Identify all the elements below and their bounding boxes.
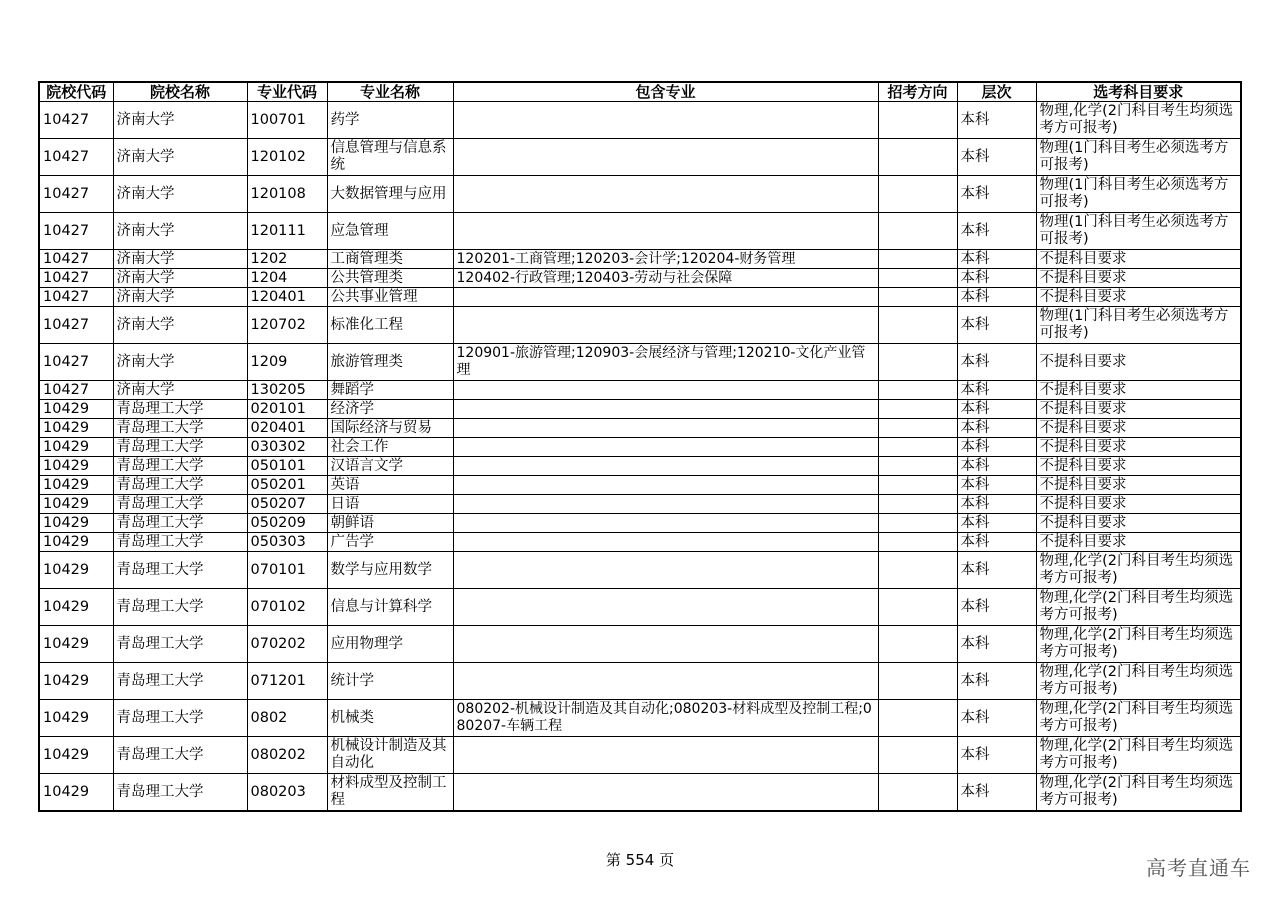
cell-school-name: 青岛理工大学: [113, 626, 247, 663]
cell-level: 本科: [957, 589, 1036, 626]
cell-subject-requirement: 物理,化学(2门科目考生均须选考方可报考): [1036, 737, 1241, 774]
cell-major-code: 100701: [247, 102, 327, 139]
cell-school-code: 10429: [39, 737, 113, 774]
header-school-code: 院校代码: [39, 82, 113, 102]
cell-subject-requirement: 物理,化学(2门科目考生均须选考方可报考): [1036, 589, 1241, 626]
cell-major-code: 070101: [247, 552, 327, 589]
cell-included-majors: [453, 419, 878, 438]
cell-subject-requirement: 物理(1门科目考生必须选考方可报考): [1036, 139, 1241, 176]
cell-major-name: 信息与计算科学: [327, 589, 453, 626]
table-row: [39, 381, 1241, 400]
cell-school-code: 10427: [39, 288, 113, 307]
cell-major-name: 公共事业管理: [327, 288, 453, 307]
cell-major-name: 应用物理学: [327, 626, 453, 663]
cell-major-name: 国际经济与贸易: [327, 419, 453, 438]
header-major-name: 专业名称: [327, 82, 453, 102]
cell-level: 本科: [957, 102, 1036, 139]
cell-included-majors: [453, 589, 878, 626]
cell-school-name: 济南大学: [113, 213, 247, 250]
cell-school-code: 10427: [39, 213, 113, 250]
cell-direction: [878, 438, 957, 457]
cell-major-code: 080202: [247, 737, 327, 774]
cell-direction: [878, 737, 957, 774]
cell-direction: [878, 774, 957, 812]
table-row: [39, 269, 1241, 288]
cell-subject-requirement: 不提科目要求: [1036, 381, 1241, 400]
cell-level: 本科: [957, 457, 1036, 476]
cell-subject-requirement: 不提科目要求: [1036, 400, 1241, 419]
cell-school-code: 10429: [39, 438, 113, 457]
cell-school-name: 济南大学: [113, 250, 247, 269]
cell-direction: [878, 381, 957, 400]
cell-subject-requirement: 物理(1门科目考生必须选考方可报考): [1036, 176, 1241, 213]
cell-level: 本科: [957, 419, 1036, 438]
cell-level: 本科: [957, 250, 1036, 269]
table-row: [39, 700, 1241, 737]
cell-school-code: 10429: [39, 419, 113, 438]
cell-included-majors: [453, 552, 878, 589]
cell-school-code: 10429: [39, 774, 113, 812]
cell-major-name: 社会工作: [327, 438, 453, 457]
cell-school-name: 青岛理工大学: [113, 476, 247, 495]
cell-major-code: 050101: [247, 457, 327, 476]
cell-included-majors: 120901-旅游管理;120903-会展经济与管理;120210-文化产业管理: [453, 344, 878, 381]
cell-major-code: 050201: [247, 476, 327, 495]
cell-direction: [878, 139, 957, 176]
cell-subject-requirement: 不提科目要求: [1036, 250, 1241, 269]
cell-level: 本科: [957, 700, 1036, 737]
cell-subject-requirement: 不提科目要求: [1036, 269, 1241, 288]
header-subject-requirement: 选考科目要求: [1036, 82, 1241, 102]
cell-direction: [878, 269, 957, 288]
cell-school-name: 青岛理工大学: [113, 737, 247, 774]
cell-subject-requirement: 物理,化学(2门科目考生均须选考方可报考): [1036, 626, 1241, 663]
cell-school-name: 青岛理工大学: [113, 663, 247, 700]
cell-direction: [878, 626, 957, 663]
table-row: [39, 552, 1241, 589]
cell-included-majors: [453, 102, 878, 139]
cell-subject-requirement: 不提科目要求: [1036, 495, 1241, 514]
cell-major-code: 071201: [247, 663, 327, 700]
cell-direction: [878, 102, 957, 139]
watermark-text: 高考直通车: [1146, 856, 1251, 880]
cell-school-code: 10427: [39, 176, 113, 213]
cell-direction: [878, 400, 957, 419]
cell-major-name: 朝鲜语: [327, 514, 453, 533]
cell-school-name: 济南大学: [113, 139, 247, 176]
cell-direction: [878, 457, 957, 476]
cell-included-majors: [453, 663, 878, 700]
cell-included-majors: 120201-工商管理;120203-会计学;120204-财务管理: [453, 250, 878, 269]
cell-major-name: 大数据管理与应用: [327, 176, 453, 213]
cell-major-name: 应急管理: [327, 213, 453, 250]
cell-direction: [878, 476, 957, 495]
cell-school-code: 10427: [39, 250, 113, 269]
cell-level: 本科: [957, 269, 1036, 288]
table-row: [39, 737, 1241, 774]
cell-level: 本科: [957, 438, 1036, 457]
cell-school-name: 青岛理工大学: [113, 552, 247, 589]
cell-subject-requirement: 不提科目要求: [1036, 438, 1241, 457]
cell-major-code: 020101: [247, 400, 327, 419]
table-row: [39, 213, 1241, 250]
cell-school-code: 10427: [39, 307, 113, 344]
cell-major-code: 120102: [247, 139, 327, 176]
cell-level: 本科: [957, 381, 1036, 400]
cell-level: 本科: [957, 774, 1036, 812]
cell-major-name: 标准化工程: [327, 307, 453, 344]
table-row: [39, 533, 1241, 552]
cell-school-code: 10429: [39, 552, 113, 589]
cell-major-code: 080203: [247, 774, 327, 812]
cell-subject-requirement: 不提科目要求: [1036, 457, 1241, 476]
cell-major-name: 统计学: [327, 663, 453, 700]
cell-included-majors: [453, 737, 878, 774]
cell-major-name: 经济学: [327, 400, 453, 419]
header-direction: 招考方向: [878, 82, 957, 102]
cell-included-majors: [453, 139, 878, 176]
header-included-majors: 包含专业: [453, 82, 878, 102]
cell-major-code: 120111: [247, 213, 327, 250]
cell-major-name: 公共管理类: [327, 269, 453, 288]
cell-major-code: 050303: [247, 533, 327, 552]
cell-school-code: 10427: [39, 381, 113, 400]
cell-included-majors: [453, 774, 878, 812]
cell-major-code: 050209: [247, 514, 327, 533]
cell-direction: [878, 589, 957, 626]
cell-level: 本科: [957, 626, 1036, 663]
cell-direction: [878, 250, 957, 269]
cell-major-name: 药学: [327, 102, 453, 139]
cell-included-majors: 080202-机械设计制造及其自动化;080203-材料成型及控制工程;080207-车辆工程: [453, 700, 878, 737]
cell-major-code: 120702: [247, 307, 327, 344]
table-row: [39, 663, 1241, 700]
cell-major-name: 机械类: [327, 700, 453, 737]
cell-school-code: 10429: [39, 626, 113, 663]
cell-school-name: 济南大学: [113, 269, 247, 288]
cell-subject-requirement: 物理,化学(2门科目考生均须选考方可报考): [1036, 663, 1241, 700]
table-row: [39, 250, 1241, 269]
cell-direction: [878, 344, 957, 381]
cell-major-code: 120108: [247, 176, 327, 213]
cell-subject-requirement: 物理,化学(2门科目考生均须选考方可报考): [1036, 552, 1241, 589]
table-row: [39, 438, 1241, 457]
cell-included-majors: [453, 514, 878, 533]
cell-major-name: 广告学: [327, 533, 453, 552]
cell-school-code: 10427: [39, 139, 113, 176]
cell-school-code: 10429: [39, 457, 113, 476]
cell-major-name: 舞蹈学: [327, 381, 453, 400]
cell-major-code: 1202: [247, 250, 327, 269]
cell-major-name: 材料成型及控制工程: [327, 774, 453, 812]
table-row: [39, 626, 1241, 663]
cell-school-name: 青岛理工大学: [113, 700, 247, 737]
cell-included-majors: [453, 476, 878, 495]
cell-school-code: 10427: [39, 269, 113, 288]
cell-school-name: 青岛理工大学: [113, 514, 247, 533]
table-row: [39, 495, 1241, 514]
cell-major-name: 英语: [327, 476, 453, 495]
cell-school-name: 济南大学: [113, 307, 247, 344]
cell-direction: [878, 307, 957, 344]
cell-subject-requirement: 物理,化学(2门科目考生均须选考方可报考): [1036, 774, 1241, 812]
table-row: [39, 400, 1241, 419]
cell-major-code: 070102: [247, 589, 327, 626]
cell-level: 本科: [957, 737, 1036, 774]
cell-level: 本科: [957, 213, 1036, 250]
cell-subject-requirement: 物理,化学(2门科目考生均须选考方可报考): [1036, 700, 1241, 737]
cell-direction: [878, 495, 957, 514]
table-row: [39, 476, 1241, 495]
cell-direction: [878, 419, 957, 438]
cell-included-majors: [453, 176, 878, 213]
cell-included-majors: [453, 307, 878, 344]
table-row: [39, 344, 1241, 381]
cell-major-code: 1209: [247, 344, 327, 381]
cell-included-majors: [453, 381, 878, 400]
cell-school-code: 10429: [39, 533, 113, 552]
cell-subject-requirement: 物理(1门科目考生必须选考方可报考): [1036, 307, 1241, 344]
cell-included-majors: [453, 533, 878, 552]
cell-included-majors: [453, 626, 878, 663]
cell-school-code: 10429: [39, 700, 113, 737]
cell-level: 本科: [957, 307, 1036, 344]
cell-school-name: 青岛理工大学: [113, 400, 247, 419]
cell-level: 本科: [957, 514, 1036, 533]
table-row: [39, 176, 1241, 213]
cell-subject-requirement: 不提科目要求: [1036, 476, 1241, 495]
cell-included-majors: [453, 288, 878, 307]
cell-major-name: 工商管理类: [327, 250, 453, 269]
cell-direction: [878, 514, 957, 533]
cell-direction: [878, 533, 957, 552]
cell-direction: [878, 663, 957, 700]
cell-school-name: 青岛理工大学: [113, 419, 247, 438]
table-row: [39, 419, 1241, 438]
header-school-name: 院校名称: [113, 82, 247, 102]
cell-school-name: 济南大学: [113, 176, 247, 213]
cell-subject-requirement: 不提科目要求: [1036, 419, 1241, 438]
cell-level: 本科: [957, 344, 1036, 381]
cell-included-majors: [453, 457, 878, 476]
cell-subject-requirement: 不提科目要求: [1036, 344, 1241, 381]
page-number: 第 554 页: [605, 851, 675, 869]
table-body: [39, 102, 1241, 812]
cell-level: 本科: [957, 139, 1036, 176]
admission-table: [38, 81, 1242, 812]
cell-major-code: 070202: [247, 626, 327, 663]
cell-major-code: 0802: [247, 700, 327, 737]
cell-school-code: 10427: [39, 102, 113, 139]
cell-major-name: 日语: [327, 495, 453, 514]
cell-major-name: 旅游管理类: [327, 344, 453, 381]
cell-school-name: 青岛理工大学: [113, 774, 247, 812]
cell-major-name: 机械设计制造及其自动化: [327, 737, 453, 774]
cell-included-majors: [453, 213, 878, 250]
cell-school-name: 青岛理工大学: [113, 457, 247, 476]
cell-major-code: 050207: [247, 495, 327, 514]
cell-subject-requirement: 不提科目要求: [1036, 514, 1241, 533]
table-row: [39, 102, 1241, 139]
cell-included-majors: [453, 495, 878, 514]
cell-level: 本科: [957, 176, 1036, 213]
cell-subject-requirement: 物理,化学(2门科目考生均须选考方可报考): [1036, 102, 1241, 139]
cell-major-name: 信息管理与信息系统: [327, 139, 453, 176]
cell-level: 本科: [957, 476, 1036, 495]
table-row: [39, 589, 1241, 626]
cell-included-majors: 120402-行政管理;120403-劳动与社会保障: [453, 269, 878, 288]
cell-school-name: 青岛理工大学: [113, 589, 247, 626]
cell-school-code: 10429: [39, 589, 113, 626]
header-level: 层次: [957, 82, 1036, 102]
cell-school-code: 10429: [39, 476, 113, 495]
cell-subject-requirement: 物理(1门科目考生必须选考方可报考): [1036, 213, 1241, 250]
cell-school-code: 10429: [39, 495, 113, 514]
header-major-code: 专业代码: [247, 82, 327, 102]
cell-major-code: 130205: [247, 381, 327, 400]
cell-level: 本科: [957, 288, 1036, 307]
table-row: [39, 514, 1241, 533]
cell-subject-requirement: 不提科目要求: [1036, 288, 1241, 307]
cell-major-name: 数学与应用数学: [327, 552, 453, 589]
cell-level: 本科: [957, 663, 1036, 700]
cell-direction: [878, 288, 957, 307]
table-row: [39, 139, 1241, 176]
cell-school-code: 10429: [39, 514, 113, 533]
cell-level: 本科: [957, 400, 1036, 419]
table-row: [39, 307, 1241, 344]
cell-level: 本科: [957, 552, 1036, 589]
table-row: [39, 774, 1241, 812]
cell-school-code: 10427: [39, 344, 113, 381]
cell-included-majors: [453, 400, 878, 419]
cell-school-name: 济南大学: [113, 102, 247, 139]
cell-major-code: 030302: [247, 438, 327, 457]
cell-subject-requirement: 不提科目要求: [1036, 533, 1241, 552]
cell-major-name: 汉语言文学: [327, 457, 453, 476]
cell-school-name: 济南大学: [113, 344, 247, 381]
cell-level: 本科: [957, 533, 1036, 552]
cell-major-code: 1204: [247, 269, 327, 288]
cell-school-code: 10429: [39, 663, 113, 700]
cell-major-code: 120401: [247, 288, 327, 307]
table-row: [39, 288, 1241, 307]
cell-direction: [878, 213, 957, 250]
cell-school-name: 济南大学: [113, 381, 247, 400]
cell-school-name: 济南大学: [113, 288, 247, 307]
cell-level: 本科: [957, 495, 1036, 514]
cell-school-code: 10429: [39, 400, 113, 419]
cell-direction: [878, 176, 957, 213]
cell-school-name: 青岛理工大学: [113, 438, 247, 457]
cell-included-majors: [453, 438, 878, 457]
cell-direction: [878, 552, 957, 589]
cell-direction: [878, 700, 957, 737]
cell-major-code: 020401: [247, 419, 327, 438]
cell-school-name: 青岛理工大学: [113, 495, 247, 514]
table-header-row: [39, 82, 1241, 102]
table-row: [39, 457, 1241, 476]
cell-school-name: 青岛理工大学: [113, 533, 247, 552]
